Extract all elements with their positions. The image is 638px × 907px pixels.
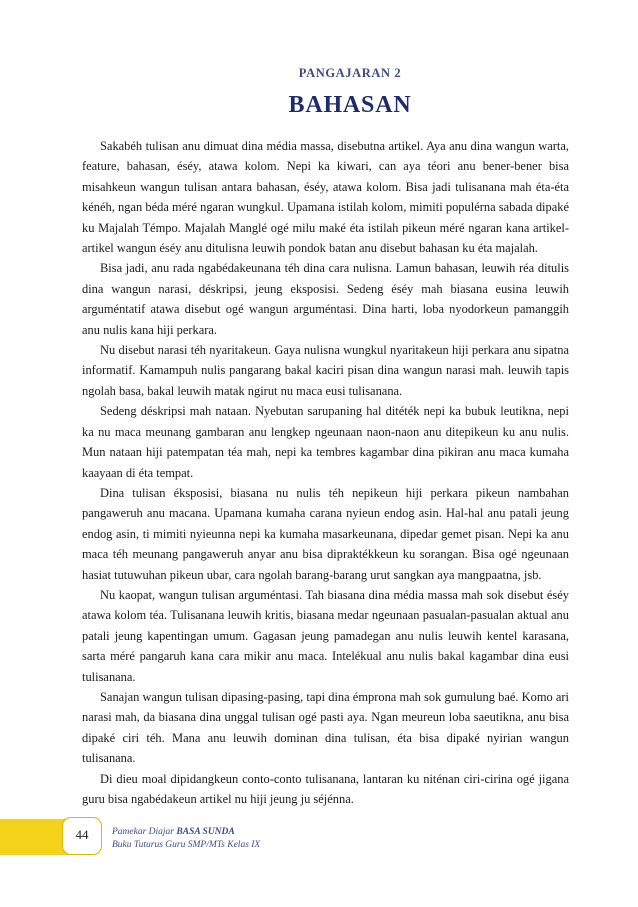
footer-subject: BASA SUNDA xyxy=(176,827,235,837)
page-number: 44 xyxy=(75,827,89,842)
article-body xyxy=(82,136,569,809)
footer-line-1: Pamekar Diajar BASA SUNDA xyxy=(112,827,235,837)
paragraph: Sakabéh tulisan anu dimuat dina média massa, disebutna artikel. Aya anu dina wangun warta, feature, bahasan, éséy, atawa kolom. Nepi ka kiwari, can aya téori anu bener-bener bisa misahkeun wangun tulisan antara bahasan, éséy, atawa kolom. Bisa jadi tulisanana mah éta-éta kénéh, ngan béda méré ngaran wungkul. Upamana istilah kolom, mimiti populérna sabada dipaké ku Majalah Témpo. Majalah Manglé ogé milu maké éta istilah pikeun méré ngaran kana artikel-artikel wangun éséy anu ditulisna leuwih pondok batan anu disebut bahasan ku éta majalah. xyxy=(82,139,569,256)
paragraph: Sanajan wangun tulisan dipasing-pasing, tapi dina émprona mah sok gumulung baé. Komo ari narasi mah, da biasana dina unggal tulisan ogé pasti aya. Ngan meureun loba saeutikna, anu bisa dipaké ciri téh. Mana anu leuwih dominan dina tulisan, éta bisa dipaké nyirian wangun tulisanana. xyxy=(82,689,569,766)
footer-accent-band xyxy=(0,819,70,855)
paragraph: Di dieu moal dipidangkeun conto-conto tulisanana, lantaran ku niténan ciri-cirina ogé jigana guru bisa ngabédakeun artikel nu hiji jeung ju séjénna. xyxy=(82,771,569,806)
chapter-kicker: PANGAJARAN 2 xyxy=(298,66,402,80)
footer-book-title xyxy=(112,826,260,852)
paragraph: Dina tulisan éksposisi, biasana nu nulis téh nepikeun hiji perkara pikeun nambahan pangaweruh anu macana. Upamana kumaha carana nyieun endog asin. Hal-hal anu patali jeung endog asin, ti mimiti nyieunna nepi ka kumaha masarkeunana, dipedar gemet pisan. Nepi ka anu maca téh meunang pangaweruh anyar anu bisa dipraktékkeun ku sorangan. Bisa ogé ngeunaan hasiat tutuwuhan pikeun ubar, cara ngolah barang-barang urut sangkan aya mangpaatna, jsb. xyxy=(82,485,569,582)
paragraph: Sedeng déskripsi mah nataan. Nyebutan sarupaning hal ditéték nepi ka bubuk leutikna, nepi ka nu maca meunang gambaran anu lengkep ngeunaan naon-naon anu ditepikeun ku anu nulis. Mun nataan hiji patempatan téa mah, nepi ka tembres kagambar dina pikiran anu maca kumaha kaayaan di éta tempat. xyxy=(82,404,569,480)
paragraph: Nu disebut narasi téh nyaritakeun. Gaya nulisna wungkul nyaritakeun hiji perkara anu sipatna informatif. Kamampuh nulis pangarang bakal kaciri pisan dina wangun narasi mah. leuwih tapis ngolah basa, bakal leuwih matak ngirut nu maca eusi tulisanana. xyxy=(82,343,569,398)
footer-line-2: Buku Tuturus Guru SMP/MTs Kelas IX xyxy=(112,840,261,850)
paragraph: Nu kaopat, wangun tulisan arguméntasi. Tah biasana dina média massa mah sok disebut éséy atawa kolom téa. Tulisanana leuwih kritis, biasana medar ngeunaan pasualan-pasualan aktual anu patali jeung kapentingan umum. Gagasan jeung pamadegan anu nulis leuwih kentel karasana, sarta méré pangaruh kana cara mikir anu maca. Intelékual anu nulis bakal kagambar dina eusi tulisanana. xyxy=(82,587,569,684)
paragraph: Bisa jadi, anu rada ngabédakeunana téh dina cara nulisna. Lamun bahasan, leuwih réa ditulis dina wangun narasi, déskripsi, jeung eksposisi. Sedeng éséy mah biasana eusina leuwih arguméntatif atawa disebut ogé wangun arguméntasi. Dina harti, loba nyodorkeun pamanggih anu nulis kana hiji perkara. xyxy=(82,261,569,337)
page-title: BAHASAN xyxy=(288,92,412,118)
